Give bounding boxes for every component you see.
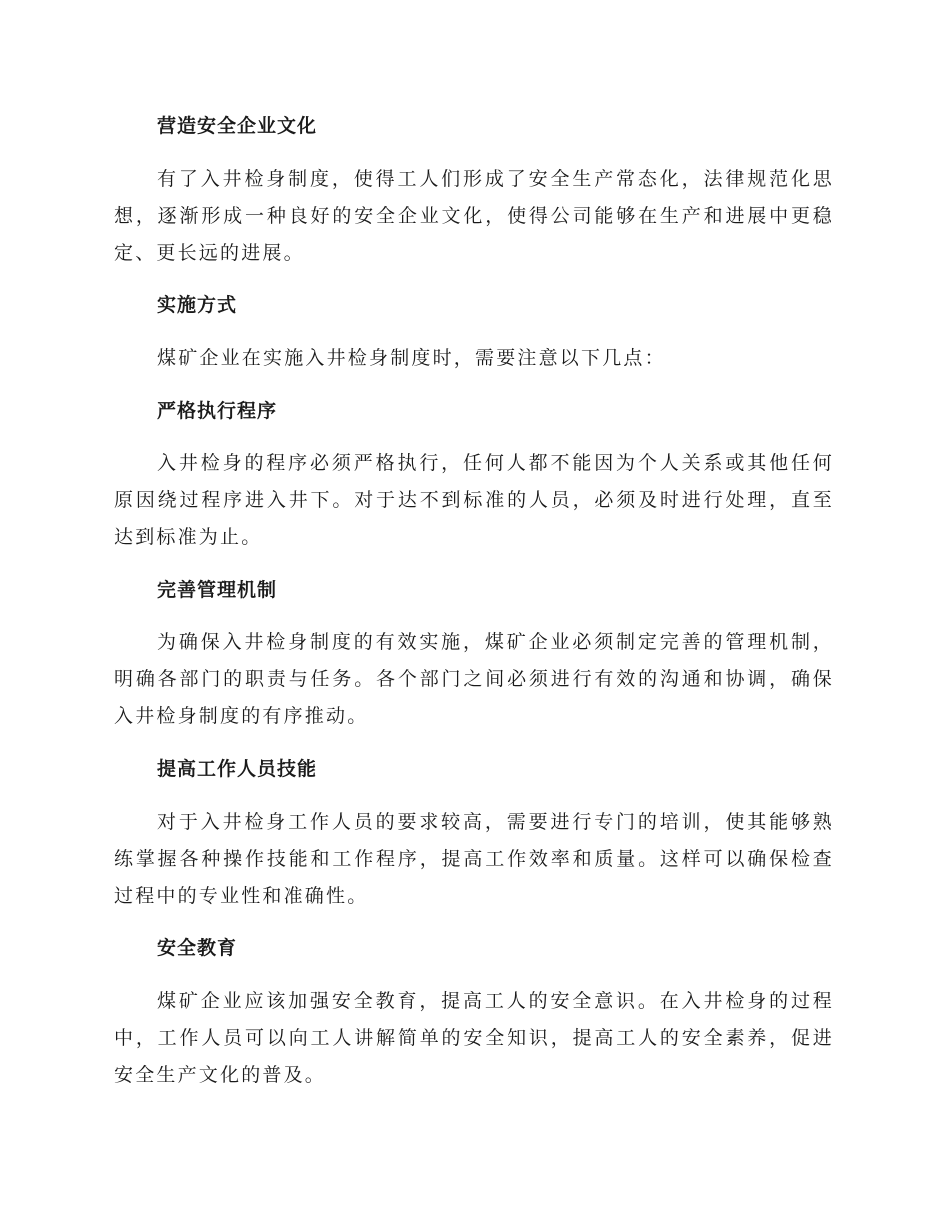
section-heading-strict-procedure: 严格执行程序 [157, 400, 278, 422]
section-paragraph-staff-skills: 对于入井检身工作人员的要求较高，需要进行专门的培训，使其能够熟练掌握各种操作技能和工作程序，提高工作效率和质量。这样可以确保检查过程中的专业性和准确性。 [114, 811, 834, 907]
section-heading-culture: 营造安全企业文化 [157, 115, 318, 137]
section-heading-implementation: 实施方式 [157, 294, 238, 316]
section-paragraph-implementation: 煤矿企业在实施入井检身制度时，需要注意以下几点： [157, 347, 666, 369]
section-heading-safety-education: 安全教育 [157, 937, 238, 959]
section-paragraph-safety-education: 煤矿企业应该加强安全教育，提高工人的安全意识。在入井检身的过程中，工作人员可以向工人讲解简单的安全知识，提高工人的安全素养，促进安全生产文化的普及。 [114, 990, 834, 1086]
section-paragraph-management: 为确保入井检身制度的有效实施，煤矿企业必须制定完善的管理机制，明确各部门的职责与任务。各个部门之间必须进行有效的沟通和协调，确保入井检身制度的有序推动。 [114, 631, 834, 727]
section-paragraph-strict-procedure: 入井检身的程序必须严格执行，任何人都不能因为个人关系或其他任何原因绕过程序进入井下。对于达不到标准的人员，必须及时进行处理，直至达到标准为止。 [114, 452, 834, 548]
section-paragraph-culture: 有了入井检身制度，使得工人们形成了安全生产常态化，法律规范化思想，逐渐形成一种良好的安全企业文化，使得公司能够在生产和进展中更稳定、更长远的进展。 [114, 168, 834, 264]
section-heading-staff-skills: 提高工作人员技能 [157, 758, 318, 780]
section-heading-management: 完善管理机制 [157, 579, 278, 601]
